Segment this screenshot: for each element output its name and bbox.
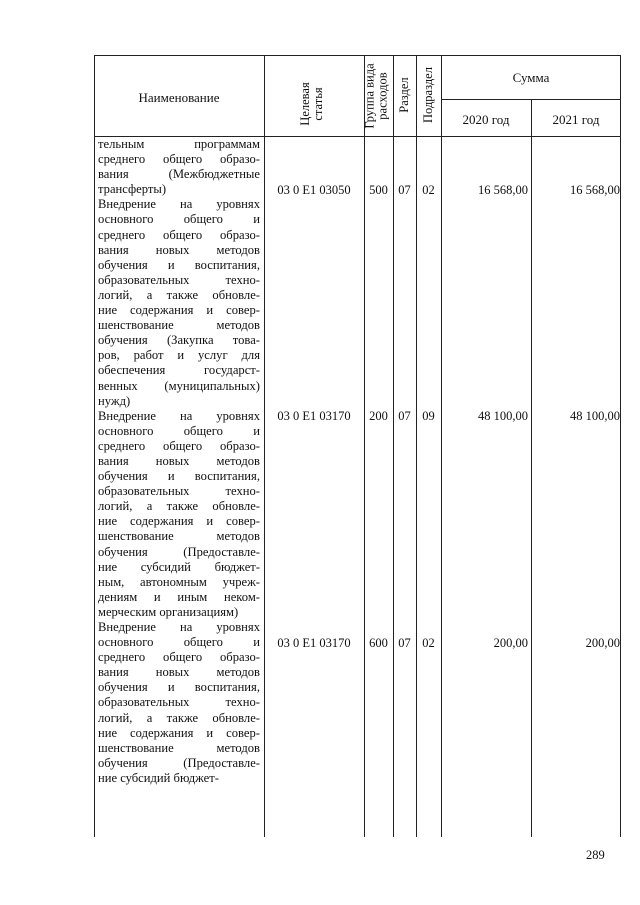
name-line: образовательных техно-: [98, 695, 260, 710]
name-line: обучения (Предоставле-: [98, 544, 260, 559]
name-line: шенствование методов: [98, 529, 260, 544]
table-left-border: [94, 55, 95, 837]
row2-sum-2021: 48 100,00: [570, 409, 620, 423]
row3-section: 07: [398, 636, 411, 650]
name-line: логий, а также обновле-: [98, 710, 260, 725]
col-divider-section: [416, 55, 417, 837]
name-line: основного общего и: [98, 212, 260, 227]
name-line: среднего общего образо-: [98, 438, 260, 453]
name-line: ние содержания и совер-: [98, 303, 260, 318]
header-group-line2: расходов: [375, 72, 390, 120]
name-line: шенствование методов: [98, 740, 260, 755]
row2-group: 200: [369, 409, 388, 423]
name-line: обучения и воспитания,: [98, 680, 260, 695]
name-line: ние субсидий бюджет-: [98, 770, 219, 785]
col-divider-years: [531, 99, 532, 837]
name-line: Внедрение на уровнях: [98, 408, 260, 423]
table-top-border: [94, 55, 621, 56]
name-line: основного общего и: [98, 635, 260, 650]
name-line: нужд): [98, 393, 131, 408]
header-target-article: [299, 54, 329, 154]
name-line: Внедрение на уровнях: [98, 197, 260, 212]
col-divider-group: [393, 55, 394, 837]
name-line: обучения и воспитания,: [98, 469, 260, 484]
name-line: основного общего и: [98, 423, 260, 438]
name-line: обучения (Закупка това-: [98, 333, 260, 348]
name-line: вания новых методов: [98, 665, 260, 680]
name-line: вания новых методов: [98, 453, 260, 468]
row3-sum-2021: 200,00: [585, 636, 620, 650]
header-section: Раздел: [397, 77, 411, 113]
row3-group: 600: [369, 636, 388, 650]
row1-sum-2020: 16 568,00: [478, 183, 528, 197]
name-line: обеспечения государст-: [98, 363, 260, 378]
row2-target-code: 03 0 E1 03170: [277, 409, 351, 423]
header-target-line2: статья: [311, 87, 325, 121]
name-line: венных (муниципальных): [98, 378, 260, 393]
page-number: 289: [586, 848, 605, 862]
name-line: ным, автономным учреж-: [98, 574, 260, 589]
name-line: Внедрение на уровнях: [98, 620, 260, 634]
name-line: вания (Межбюджетные: [98, 167, 260, 182]
name-line: ров, работ и услуг для: [98, 348, 260, 363]
name-line: тельным программам: [98, 137, 260, 151]
row1-section: 07: [398, 183, 411, 197]
row1-sum-2021: 16 568,00: [570, 183, 620, 197]
col-divider-name: [264, 55, 265, 837]
table-right-border: [620, 55, 621, 837]
row2-section: 07: [398, 409, 411, 423]
row1-group: 500: [369, 183, 388, 197]
name-column-text: [98, 137, 260, 786]
name-line: трансферты): [98, 182, 167, 197]
row3-sum-2020: 200,00: [493, 636, 528, 650]
header-year-2020: 2020 год: [462, 112, 510, 127]
row2-sum-2020: 48 100,00: [478, 409, 528, 423]
name-line: дениям и иным неком-: [98, 589, 260, 604]
name-line: обучения (Предоставле-: [98, 755, 260, 770]
header-name: Наименование: [138, 90, 220, 105]
header-year-2021: 2021 год: [552, 112, 600, 127]
header-sum: Сумма: [512, 70, 550, 85]
row1-subsection: 02: [422, 183, 435, 197]
row1-target-code: 03 0 E1 03050: [277, 183, 351, 197]
name-line: образовательных техно-: [98, 484, 260, 499]
name-line: логий, а также обновле-: [98, 287, 260, 302]
name-line: ние содержания и совер-: [98, 514, 260, 529]
name-line: образовательных техно-: [98, 272, 260, 287]
name-line: среднего общего образо-: [98, 227, 260, 242]
header-group-line1: Группа вида: [362, 63, 377, 129]
name-line: шенствование методов: [98, 318, 260, 333]
name-line: логий, а также обновле-: [98, 499, 260, 514]
name-line: среднего общего образо-: [98, 152, 260, 167]
col-divider-target: [364, 55, 365, 837]
name-line: ние субсидий бюджет-: [98, 559, 260, 574]
col-divider-subsection: [441, 55, 442, 837]
name-line: среднего общего образо-: [98, 650, 260, 665]
row2-subsection: 09: [422, 409, 435, 423]
row3-target-code: 03 0 E1 03170: [277, 636, 351, 650]
name-line: обучения и воспитания,: [98, 257, 260, 272]
name-line: мерческим организациям): [98, 604, 239, 619]
header-subsection: Подраздел: [421, 67, 435, 123]
name-line: вания новых методов: [98, 242, 260, 257]
row3-subsection: 02: [422, 636, 435, 650]
header-expense-group: [364, 46, 394, 147]
name-line: ние содержания и совер-: [98, 725, 260, 740]
header-target-line1: Целевая: [298, 82, 312, 126]
